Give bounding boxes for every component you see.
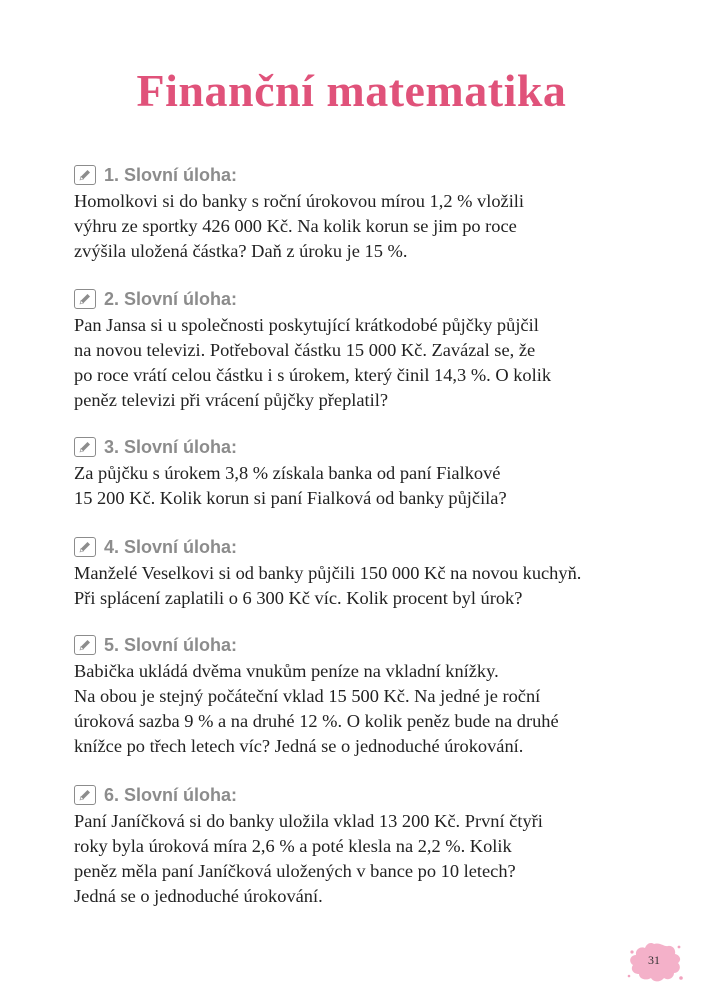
task-text-line: výhru ze sportky 426 000 Kč. Na kolik korun se jim po roce: [74, 216, 517, 236]
task-2: [74, 286, 634, 413]
task-header: [74, 286, 634, 312]
page-number: 31: [648, 953, 660, 967]
task-text-line: knížce po třech letech víc? Jedná se o jednoduché úrokování.: [74, 736, 524, 756]
task-5: [74, 632, 634, 759]
task-text-line: úroková sazba 9 % a na druhé 12 %. O kolik peněz bude na druhé: [74, 711, 559, 731]
task-4: [74, 534, 634, 611]
task-text-line: po roce vrátí celou částku i s úrokem, který činil 14,3 %. O kolik: [74, 365, 552, 385]
task-text-line: Manželé Veselkovi si od banky půjčili 150 000 Kč na novou kuchyň.: [74, 563, 582, 583]
task-text: [74, 189, 634, 264]
task-text: [74, 313, 634, 413]
task-header: [74, 632, 634, 658]
task-label: 4. Slovní úloha:: [104, 536, 238, 557]
pencil-icon: [74, 289, 96, 309]
task-text: [74, 809, 634, 909]
task-header: [74, 782, 634, 808]
task-text-line: zvýšila uložená částka? Daň z úroku je 15 %.: [74, 241, 408, 261]
pencil-icon: [74, 635, 96, 655]
task-label: 1. Slovní úloha:: [104, 164, 238, 185]
page-title: Finanční matematika: [136, 65, 567, 116]
task-text: [74, 659, 634, 759]
task-text-line: Jedná se o jednoduché úrokování.: [74, 886, 323, 906]
task-header: [74, 434, 634, 460]
task-1: [74, 162, 634, 264]
task-label: 2. Slovní úloha:: [104, 288, 238, 309]
task-label: 5. Slovní úloha:: [104, 634, 238, 655]
task-text-line: Na obou je stejný počáteční vklad 15 500 Kč. Na jedné je roční: [74, 686, 541, 706]
page-number-badge: [624, 938, 684, 986]
task-text-line: Babička ukládá dvěma vnukům peníze na vkladní knížky.: [74, 661, 499, 681]
task-text-line: Při splácení zaplatili o 6 300 Kč víc. Kolik procent byl úrok?: [74, 588, 523, 608]
task-text-line: Homolkovi si do banky s roční úrokovou mírou 1,2 % vložili: [74, 191, 525, 211]
task-text-line: na novou televizi. Potřeboval částku 15 000 Kč. Zavázal se, že: [74, 340, 536, 360]
pencil-icon: [74, 537, 96, 557]
task-3: [74, 434, 634, 511]
task-label: 3. Slovní úloha:: [104, 436, 238, 457]
task-label: 6. Slovní úloha:: [104, 784, 238, 805]
task-header: [74, 534, 634, 560]
task-text: [74, 561, 634, 611]
task-text-line: 15 200 Kč. Kolik korun si paní Fialková od banky půjčila?: [74, 488, 507, 508]
pencil-icon: [74, 165, 96, 185]
task-header: [74, 162, 634, 188]
task-text-line: peněz televizi při vrácení půjčky přeplatil?: [74, 390, 389, 410]
pencil-icon: [74, 785, 96, 805]
task-text: [74, 461, 634, 511]
task-text-line: roky byla úroková míra 2,6 % a poté klesla na 2,2 %. Kolik: [74, 836, 512, 856]
task-text-line: Paní Janíčková si do banky uložila vklad 13 200 Kč. První čtyři: [74, 811, 543, 831]
task-text-line: Za půjčku s úrokem 3,8 % získala banka od paní Fialkové: [74, 463, 501, 483]
pencil-icon: [74, 437, 96, 457]
task-text-line: Pan Jansa si u společnosti poskytující krátkodobé půjčky půjčil: [74, 315, 539, 335]
task-text-line: peněz měla paní Janíčková uložených v bance po 10 letech?: [74, 861, 516, 881]
task-6: [74, 782, 634, 909]
